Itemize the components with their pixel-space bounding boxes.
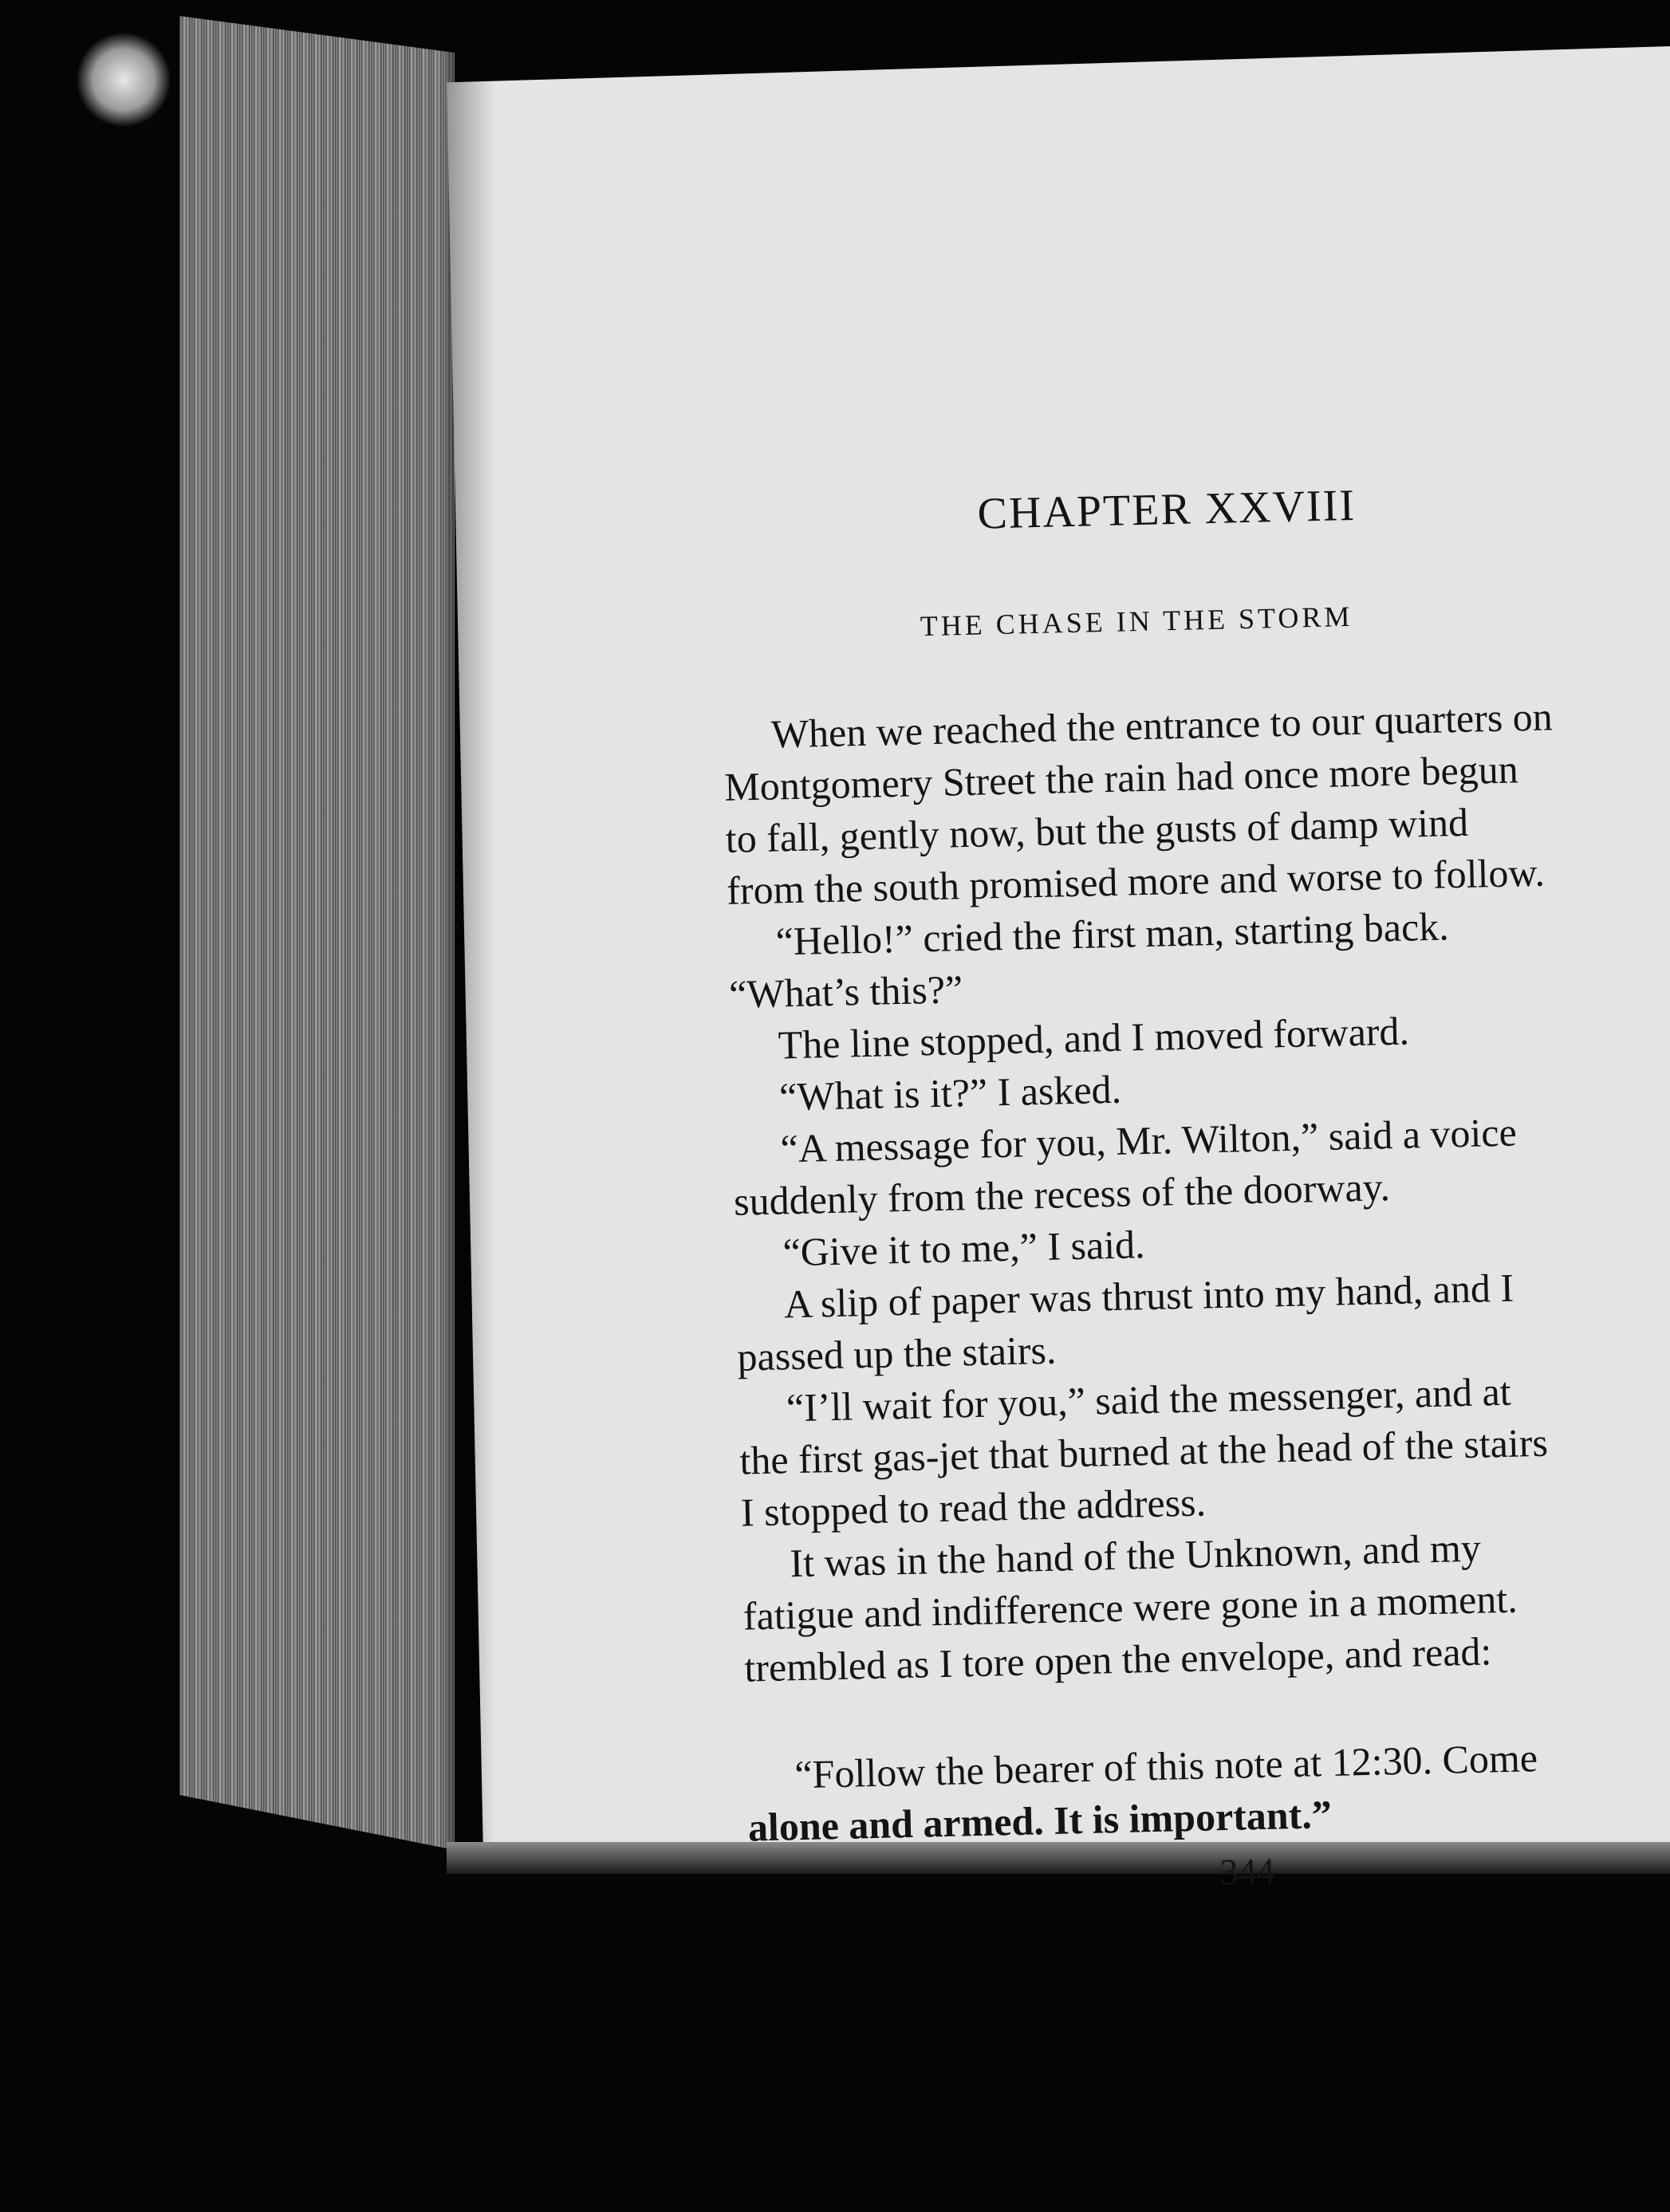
text-line: from the south promised more and worse to follow.	[726, 849, 1546, 913]
text-line: “What’s this?”	[728, 966, 963, 1017]
text-line: I stopped to read the address.	[740, 1479, 1207, 1535]
text-line: trembled as I tore open the envelope, and read:	[743, 1628, 1492, 1690]
page-bottom-edge	[447, 1842, 1670, 1874]
text-line: It was in the hand of the Unknown, and my	[789, 1525, 1482, 1586]
chapter-subtitle: THE CHASE IN THE STORM	[920, 600, 1353, 643]
text-line: The line stopped, and I moved forward.	[778, 1008, 1410, 1068]
text-line: “I’ll wait for you,” said the messenger, and at	[786, 1368, 1512, 1431]
text-line: to fall, gently now, but the gusts of damp wind	[725, 799, 1469, 861]
text-line: A slip of paper was thrust into my hand, and I	[783, 1265, 1514, 1327]
chapter-title: CHAPTER XXVIII	[976, 480, 1357, 539]
body-text	[723, 687, 1670, 1854]
text-line: the first gas-jet that burned at the head of the stairs	[739, 1419, 1549, 1483]
text-line: fatigue and indifference were gone in a moment.	[742, 1576, 1518, 1639]
note-line: alone and armed. It is important.”	[747, 1791, 1333, 1850]
text-line: “Hello!” cried the first man, starting back.	[775, 903, 1450, 964]
gutter-shadow	[447, 46, 494, 1856]
text-line: “A message for you, Mr. Wilton,” said a voice	[779, 1109, 1518, 1171]
text-line: passed up the stairs.	[736, 1327, 1058, 1380]
text-line: suddenly from the recess of the doorway.	[733, 1164, 1391, 1224]
page-number: 344	[1219, 1850, 1275, 1893]
note-line: “Follow the bearer of this note at 12:30. Come	[794, 1735, 1538, 1797]
binding-damage	[76, 32, 171, 128]
text-line: When we reached the entrance to our quarters on	[770, 694, 1554, 757]
text-line: “Give it to me,” I said.	[782, 1222, 1146, 1275]
text-line: “What is it?” I asked.	[778, 1066, 1122, 1120]
text-line: Montgomery Street the rain had once more begun	[723, 746, 1519, 809]
page-stack-edge	[179, 16, 455, 1850]
